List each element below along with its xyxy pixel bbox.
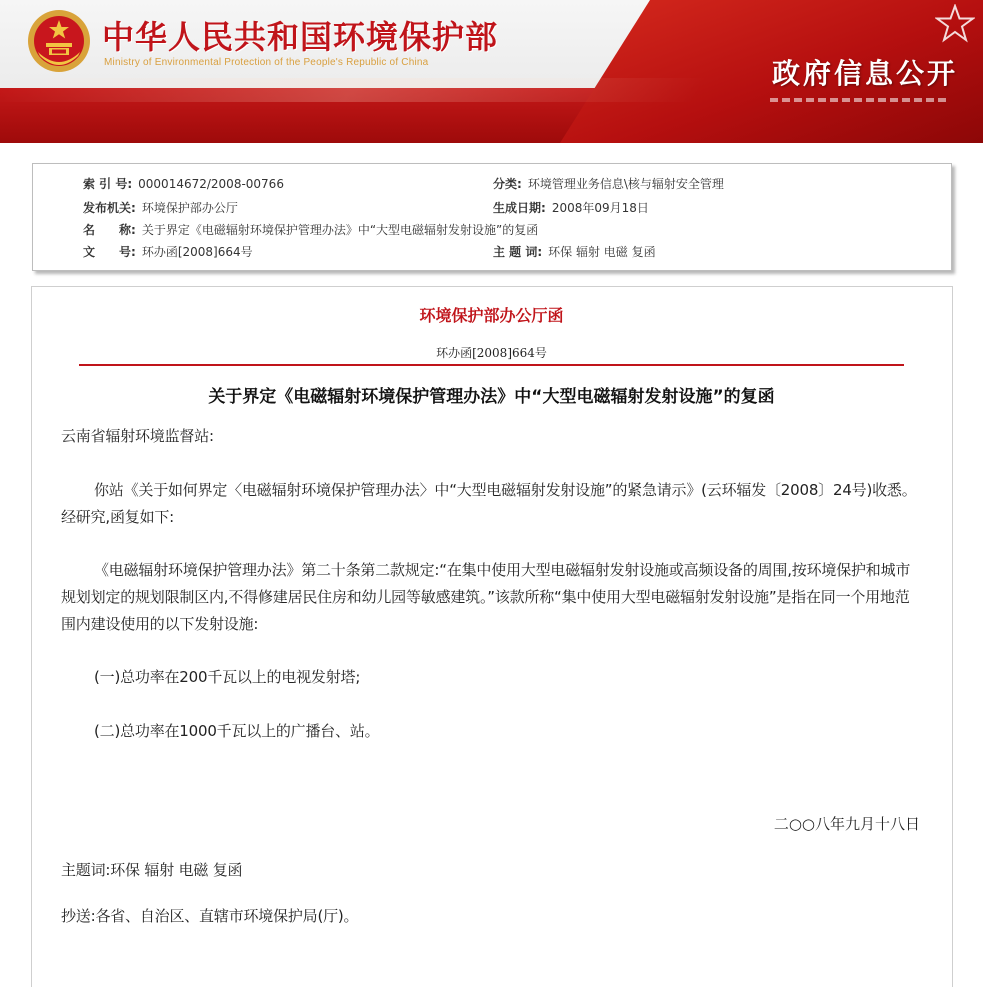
red-divider bbox=[79, 364, 904, 366]
meta-docnum bbox=[83, 243, 253, 260]
meta-docnum-label: 文 号: bbox=[83, 245, 136, 259]
document-number: 环办函[2008]664号 bbox=[436, 346, 547, 360]
meta-publisher bbox=[83, 199, 238, 216]
section-title-gov-info: 政府信息公开 bbox=[772, 57, 959, 90]
salutation: 云南省辐射环境监督站: bbox=[61, 427, 214, 445]
meta-date-label: 生成日期: bbox=[493, 201, 546, 215]
meta-subject bbox=[493, 243, 656, 260]
decorative-dots bbox=[770, 96, 960, 104]
meta-name bbox=[83, 221, 538, 238]
paragraph-1: 你站《关于如何界定〈电磁辐射环境保护管理办法〉中“大型电磁辐射发射设施”的紧急请示》(云环辐发〔2008〕24号)收悉。经研究,函复如下: bbox=[61, 481, 917, 526]
star-decoration-icon bbox=[935, 4, 975, 44]
list-item-2: (二)总功率在1000千瓦以上的广播台、站。 bbox=[94, 722, 380, 740]
document-title: 关于界定《电磁辐射环境保护管理办法》中“大型电磁辐射发射设施”的复函 bbox=[208, 387, 775, 407]
meta-date-value: 2008年09月18日 bbox=[551, 201, 649, 215]
meta-docnum-value: 环办函[2008]664号 bbox=[141, 245, 253, 259]
meta-date bbox=[493, 199, 649, 216]
meta-category-value: 环境管理业务信息\核与辐射安全管理 bbox=[527, 177, 724, 191]
meta-index bbox=[83, 175, 284, 192]
meta-name-label: 名 称: bbox=[83, 223, 136, 237]
meta-index-value: 000014672/2008-00766 bbox=[138, 177, 284, 191]
document-date: 二○○八年九月十八日 bbox=[773, 815, 920, 833]
meta-category bbox=[493, 175, 724, 192]
keywords-line: 主题词:环保 辐射 电磁 复函 bbox=[61, 861, 243, 879]
document-issuer: 环境保护部办公厅函 bbox=[419, 306, 564, 325]
cc-line: 抄送:各省、自治区、直辖市环境保护局(厅)。 bbox=[61, 907, 359, 925]
meta-publisher-value: 环境保护部办公厅 bbox=[141, 201, 238, 215]
paragraph-2: 《电磁辐射环境保护管理办法》第二十条第二款规定:“在集中使用大型电磁辐射发射设施或高频设备的周围,按环境保护和城市规划划定的规划限制区内,不得修建居民住房和幼儿园等敏感建筑。”该款所称“集中使用大型电磁辐射发射设施”是指在同一个用地范围内建设使用的以下发射设施: bbox=[61, 561, 911, 633]
meta-subject-label: 主 题 词: bbox=[493, 245, 543, 259]
meta-subject-value: 环保 辐射 电磁 复函 bbox=[548, 245, 656, 259]
document-metadata-panel bbox=[32, 163, 952, 271]
site-subtitle: Ministry of Environmental Protection of the People's Republic of China bbox=[104, 57, 429, 68]
list-item-1: (一)总功率在200千瓦以上的电视发射塔; bbox=[94, 668, 361, 686]
site-title: 中华人民共和国环境保护部 bbox=[102, 18, 499, 56]
meta-publisher-label: 发布机关: bbox=[83, 201, 136, 215]
banner-sheen bbox=[0, 78, 707, 102]
national-emblem-icon bbox=[26, 8, 92, 74]
meta-category-label: 分类: bbox=[493, 177, 522, 191]
meta-index-label: 索 引 号: bbox=[83, 177, 133, 191]
header-banner bbox=[0, 0, 983, 143]
meta-name-value: 关于界定《电磁辐射环境保护管理办法》中“大型电磁辐射发射设施”的复函 bbox=[141, 223, 539, 237]
